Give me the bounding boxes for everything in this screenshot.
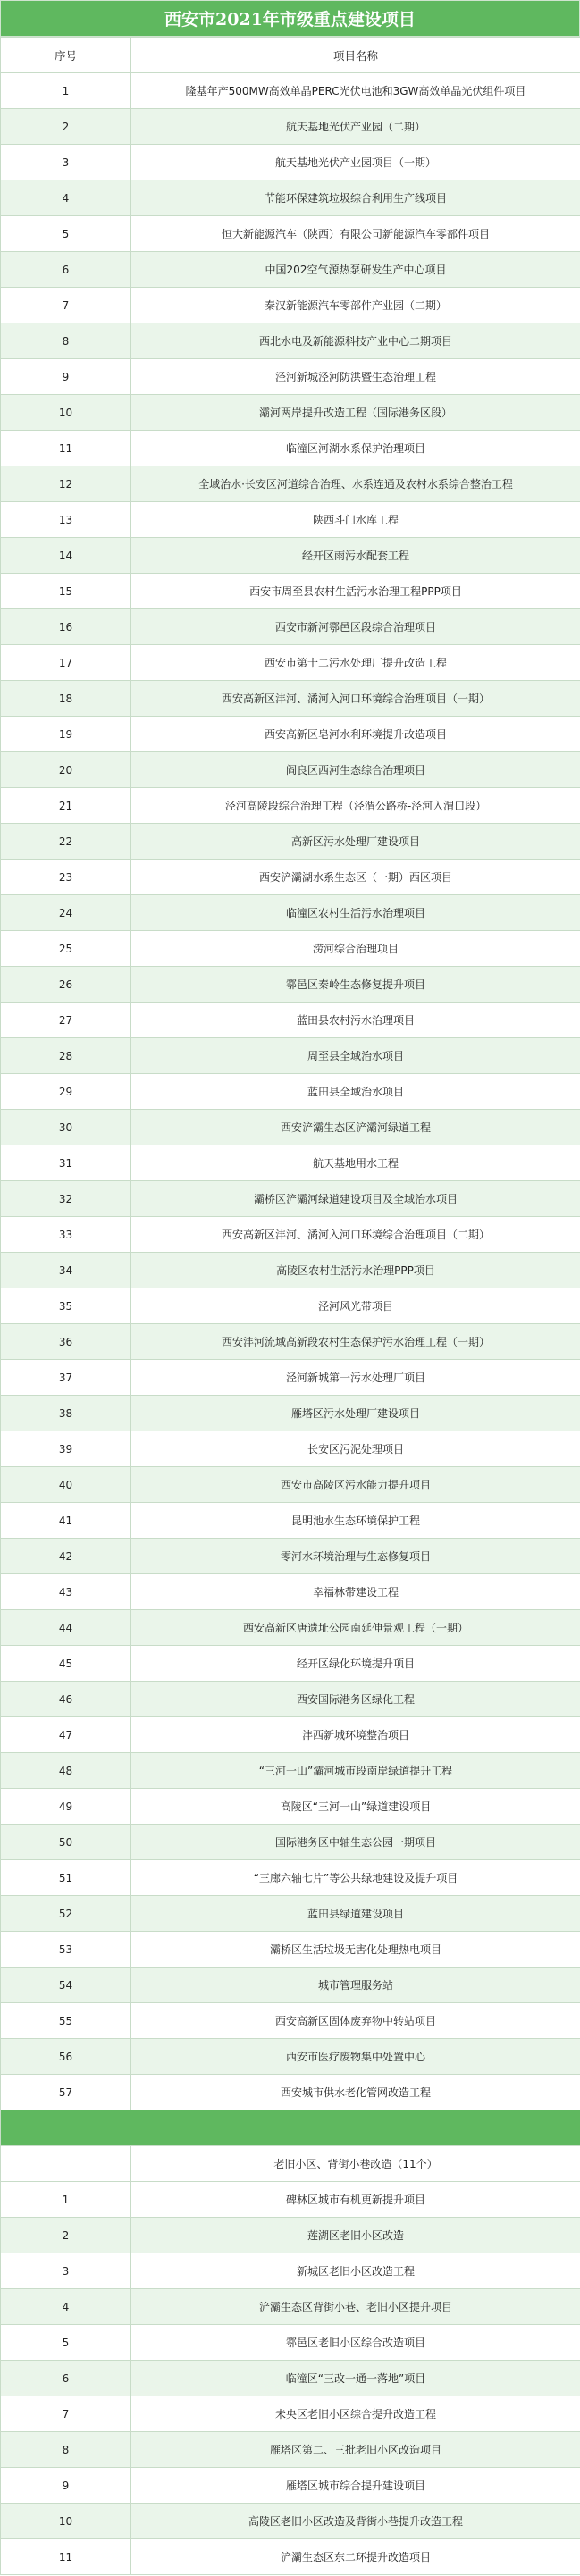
row-project-name: 西北水电及新能源科技产业中心二期项目	[131, 323, 580, 359]
table-row	[1, 216, 580, 252]
row-project-name: 西安市新河鄠邑区段综合治理项目	[131, 609, 580, 645]
table-row	[1, 788, 580, 824]
row-serial-number: 20	[1, 752, 131, 788]
row-serial-number: 41	[1, 1503, 131, 1539]
table-row	[1, 1324, 580, 1360]
row-serial-number: 9	[1, 2468, 131, 2504]
table-row	[1, 1932, 580, 1968]
table-row	[1, 2039, 580, 2075]
row-serial-number: 21	[1, 788, 131, 824]
table-row	[1, 1574, 580, 1610]
row-project-name: 高陵区“三河一山”绿道建设项目	[131, 1789, 580, 1825]
row-serial-number: 28	[1, 1038, 131, 1074]
row-serial-number: 54	[1, 1968, 131, 2003]
row-serial-number: 32	[1, 1181, 131, 1217]
table-row	[1, 2432, 580, 2468]
row-serial-number: 7	[1, 288, 131, 323]
row-project-name: 泾河新城第一污水处理厂项目	[131, 1360, 580, 1396]
table-row	[1, 1503, 580, 1539]
row-project-name: 周至县全域治水项目	[131, 1038, 580, 1074]
table-row	[1, 2361, 580, 2396]
row-serial-number: 17	[1, 645, 131, 681]
table-header-row	[1, 38, 580, 73]
projects-table	[0, 37, 580, 2575]
row-serial-number: 4	[1, 2289, 131, 2325]
row-serial-number: 37	[1, 1360, 131, 1396]
table-row	[1, 2468, 580, 2504]
row-serial-number: 27	[1, 1003, 131, 1038]
row-serial-number: 25	[1, 931, 131, 967]
row-serial-number: 56	[1, 2039, 131, 2075]
row-serial-number: 19	[1, 717, 131, 752]
row-serial-number: 34	[1, 1253, 131, 1288]
row-project-name: 雁塔区第二、三批老旧小区改造项目	[131, 2432, 580, 2468]
row-project-name: 蓝田县全域治水项目	[131, 1074, 580, 1110]
row-project-name: 隆基年产500MW高效单晶PERC光伏电池和3GW高效单晶光伏组件项目	[131, 73, 580, 109]
row-serial-number: 13	[1, 502, 131, 538]
row-project-name: 秦汉新能源汽车零部件产业园（二期）	[131, 288, 580, 323]
table-row	[1, 824, 580, 860]
section-separator-band	[1, 2110, 580, 2146]
header-serial-number: 序号	[1, 38, 131, 73]
table-row	[1, 2289, 580, 2325]
row-serial-number: 5	[1, 2325, 131, 2361]
row-serial-number: 29	[1, 1074, 131, 1110]
row-project-name: 鄠邑区秦岭生态修复提升项目	[131, 967, 580, 1003]
row-serial-number: 52	[1, 1896, 131, 1932]
row-serial-number: 35	[1, 1288, 131, 1324]
row-project-name: 蓝田县农村污水治理项目	[131, 1003, 580, 1038]
row-project-name: 西安高新区唐遗址公园南延伸景观工程（一期）	[131, 1610, 580, 1646]
row-project-name: 碑林区城市有机更新提升项目	[131, 2182, 580, 2218]
section-label-row	[1, 2146, 580, 2182]
section-separator-cell	[1, 2110, 580, 2146]
table-row	[1, 931, 580, 967]
table-row	[1, 681, 580, 717]
row-project-name: “三廊六轴七片”等公共绿地建设及提升项目	[131, 1860, 580, 1896]
row-project-name: 西安市医疗废物集中处置中心	[131, 2039, 580, 2075]
row-project-name: 新城区老旧小区改造工程	[131, 2253, 580, 2289]
row-serial-number: 12	[1, 466, 131, 502]
table-row	[1, 1431, 580, 1467]
row-project-name: 临潼区农村生活污水治理项目	[131, 895, 580, 931]
row-serial-number: 8	[1, 2432, 131, 2468]
row-project-name: 灞桥区生活垃圾无害化处理热电项目	[131, 1932, 580, 1968]
row-project-name: 西安高新区沣河、潏河入河口环境综合治理项目（二期）	[131, 1217, 580, 1253]
table-row	[1, 73, 580, 109]
table-row	[1, 1038, 580, 1074]
row-serial-number: 33	[1, 1217, 131, 1253]
projects-table-body	[1, 38, 580, 2575]
table-row	[1, 1717, 580, 1753]
table-row	[1, 2539, 580, 2575]
row-project-name: 城市管理服务站	[131, 1968, 580, 2003]
row-project-name: 灞桥区浐灞河绿道建设项目及全域治水项目	[131, 1181, 580, 1217]
table-row	[1, 717, 580, 752]
table-row	[1, 2218, 580, 2253]
table-row	[1, 2504, 580, 2539]
table-row	[1, 1074, 580, 1110]
row-serial-number: 55	[1, 2003, 131, 2039]
row-project-name: 经开区绿化环境提升项目	[131, 1646, 580, 1682]
table-row	[1, 359, 580, 395]
row-serial-number: 42	[1, 1539, 131, 1574]
row-serial-number: 44	[1, 1610, 131, 1646]
row-serial-number: 22	[1, 824, 131, 860]
table-row	[1, 1539, 580, 1574]
row-project-name: 阎良区西河生态综合治理项目	[131, 752, 580, 788]
table-row	[1, 538, 580, 574]
row-project-name: 沣西新城环境整治项目	[131, 1717, 580, 1753]
row-project-name: 西安高新区固体废弃物中转站项目	[131, 2003, 580, 2039]
row-project-name: 临潼区河湖水系保护治理项目	[131, 431, 580, 466]
row-serial-number: 24	[1, 895, 131, 931]
row-project-name: 老旧小区、背街小巷改造（11个）	[131, 2146, 580, 2182]
row-serial-number: 3	[1, 145, 131, 180]
row-project-name: 灞河两岸提升改造工程（国际港务区段）	[131, 395, 580, 431]
row-project-name: 莲湖区老旧小区改造	[131, 2218, 580, 2253]
table-row	[1, 2075, 580, 2110]
row-project-name: 航天基地用水工程	[131, 1145, 580, 1181]
row-serial-number: 15	[1, 574, 131, 609]
row-project-name: 西安城市供水老化管网改造工程	[131, 2075, 580, 2110]
row-serial-number: 5	[1, 216, 131, 252]
row-serial-number: 26	[1, 967, 131, 1003]
table-title: 西安市2021年市级重点建设项目	[0, 0, 580, 37]
row-serial-number: 46	[1, 1682, 131, 1717]
table-row	[1, 1968, 580, 2003]
table-row	[1, 109, 580, 145]
table-row	[1, 1003, 580, 1038]
row-project-name: 航天基地光伏产业园项目（一期）	[131, 145, 580, 180]
row-project-name: 高陵区农村生活污水治理PPP项目	[131, 1253, 580, 1288]
row-project-name: 航天基地光伏产业园（二期）	[131, 109, 580, 145]
row-serial-number: 6	[1, 252, 131, 288]
row-serial-number: 45	[1, 1646, 131, 1682]
row-serial-number: 39	[1, 1431, 131, 1467]
row-project-name: “三河一山”灞河城市段南岸绿道提升工程	[131, 1753, 580, 1789]
row-project-name: 西安高新区沣河、潏河入河口环境综合治理项目（一期）	[131, 681, 580, 717]
table-row	[1, 502, 580, 538]
row-project-name: 雁塔区污水处理厂建设项目	[131, 1396, 580, 1431]
row-project-name: 节能环保建筑垃圾综合利用生产线项目	[131, 180, 580, 216]
row-serial-number: 11	[1, 431, 131, 466]
table-row	[1, 860, 580, 895]
table-row	[1, 1110, 580, 1145]
row-serial-number: 16	[1, 609, 131, 645]
row-serial-number: 14	[1, 538, 131, 574]
table-row	[1, 1217, 580, 1253]
table-row	[1, 395, 580, 431]
row-serial-number: 43	[1, 1574, 131, 1610]
row-project-name: 恒大新能源汽车（陕西）有限公司新能源汽车零部件项目	[131, 216, 580, 252]
row-project-name: 未央区老旧小区综合提升改造工程	[131, 2396, 580, 2432]
table-row	[1, 895, 580, 931]
row-serial-number	[1, 2146, 131, 2182]
table-row	[1, 2396, 580, 2432]
table-row	[1, 1789, 580, 1825]
table-row	[1, 1860, 580, 1896]
row-serial-number: 50	[1, 1825, 131, 1860]
row-project-name: 浐灞生态区东二环提升改造项目	[131, 2539, 580, 2575]
row-serial-number: 10	[1, 395, 131, 431]
row-project-name: 长安区污泥处理项目	[131, 1431, 580, 1467]
row-serial-number: 48	[1, 1753, 131, 1789]
row-serial-number: 7	[1, 2396, 131, 2432]
row-serial-number: 3	[1, 2253, 131, 2289]
row-serial-number: 10	[1, 2504, 131, 2539]
table-row	[1, 609, 580, 645]
table-row	[1, 1396, 580, 1431]
row-project-name: 涝河综合治理项目	[131, 931, 580, 967]
table-row	[1, 2253, 580, 2289]
row-serial-number: 9	[1, 359, 131, 395]
row-project-name: 雁塔区城市综合提升建设项目	[131, 2468, 580, 2504]
row-serial-number: 40	[1, 1467, 131, 1503]
row-project-name: 西安市高陵区污水能力提升项目	[131, 1467, 580, 1503]
row-project-name: 西安浐灞湖水系生态区（一期）西区项目	[131, 860, 580, 895]
table-row	[1, 1646, 580, 1682]
table-row	[1, 1682, 580, 1717]
table-row	[1, 1610, 580, 1646]
table-row	[1, 1753, 580, 1789]
row-project-name: 高陵区老旧小区改造及背街小巷提升改造工程	[131, 2504, 580, 2539]
table-row	[1, 2325, 580, 2361]
row-project-name: 国际港务区中轴生态公园一期项目	[131, 1825, 580, 1860]
row-serial-number: 1	[1, 73, 131, 109]
row-project-name: 西安浐灞生态区浐灞河绿道工程	[131, 1110, 580, 1145]
table-row	[1, 252, 580, 288]
row-serial-number: 2	[1, 109, 131, 145]
row-project-name: 西安沣河流域高新段农村生态保护污水治理工程（一期）	[131, 1324, 580, 1360]
row-project-name: 浐灞生态区背街小巷、老旧小区提升项目	[131, 2289, 580, 2325]
row-serial-number: 23	[1, 860, 131, 895]
table-row	[1, 967, 580, 1003]
table-row	[1, 431, 580, 466]
table-row	[1, 1360, 580, 1396]
row-serial-number: 31	[1, 1145, 131, 1181]
row-project-name: 西安国际港务区绿化工程	[131, 1682, 580, 1717]
row-project-name: 全域治水·长安区河道综合治理、水系连通及农村水系综合整治工程	[131, 466, 580, 502]
row-serial-number: 38	[1, 1396, 131, 1431]
table-row	[1, 145, 580, 180]
header-project-name: 项目名称	[131, 38, 580, 73]
table-row	[1, 1145, 580, 1181]
row-serial-number: 57	[1, 2075, 131, 2110]
table-row	[1, 574, 580, 609]
row-serial-number: 18	[1, 681, 131, 717]
row-project-name: 昆明池水生态环境保护工程	[131, 1503, 580, 1539]
table-row	[1, 1825, 580, 1860]
row-serial-number: 6	[1, 2361, 131, 2396]
row-project-name: 泾河新城泾河防洪暨生态治理工程	[131, 359, 580, 395]
row-serial-number: 53	[1, 1932, 131, 1968]
table-row	[1, 1288, 580, 1324]
row-project-name: 泾河高陵段综合治理工程（泾渭公路桥-泾河入渭口段）	[131, 788, 580, 824]
row-project-name: 西安高新区皂河水利环境提升改造项目	[131, 717, 580, 752]
table-row	[1, 180, 580, 216]
row-project-name: 幸福林带建设工程	[131, 1574, 580, 1610]
row-project-name: 高新区污水处理厂建设项目	[131, 824, 580, 860]
row-serial-number: 2	[1, 2218, 131, 2253]
table-row	[1, 752, 580, 788]
table-row	[1, 288, 580, 323]
row-serial-number: 11	[1, 2539, 131, 2575]
row-serial-number: 1	[1, 2182, 131, 2218]
row-serial-number: 49	[1, 1789, 131, 1825]
row-serial-number: 4	[1, 180, 131, 216]
row-serial-number: 51	[1, 1860, 131, 1896]
row-project-name: 陕西斗门水库工程	[131, 502, 580, 538]
row-serial-number: 30	[1, 1110, 131, 1145]
row-project-name: 西安市第十二污水处理厂提升改造工程	[131, 645, 580, 681]
table-row	[1, 466, 580, 502]
row-serial-number: 47	[1, 1717, 131, 1753]
row-serial-number: 36	[1, 1324, 131, 1360]
table-row	[1, 1467, 580, 1503]
row-serial-number: 8	[1, 323, 131, 359]
row-project-name: 零河水环境治理与生态修复项目	[131, 1539, 580, 1574]
table-row	[1, 1896, 580, 1932]
row-project-name: 经开区雨污水配套工程	[131, 538, 580, 574]
table-row	[1, 2182, 580, 2218]
row-project-name: 临潼区“三改一通一落地”项目	[131, 2361, 580, 2396]
table-row	[1, 323, 580, 359]
table-row	[1, 1181, 580, 1217]
row-project-name: 中国202空气源热泵研发生产中心项目	[131, 252, 580, 288]
table-row	[1, 2003, 580, 2039]
table-row	[1, 1253, 580, 1288]
row-project-name: 鄠邑区老旧小区综合改造项目	[131, 2325, 580, 2361]
row-project-name: 蓝田县绿道建设项目	[131, 1896, 580, 1932]
row-project-name: 泾河风光带项目	[131, 1288, 580, 1324]
row-project-name: 西安市周至县农村生活污水治理工程PPP项目	[131, 574, 580, 609]
table-row	[1, 645, 580, 681]
